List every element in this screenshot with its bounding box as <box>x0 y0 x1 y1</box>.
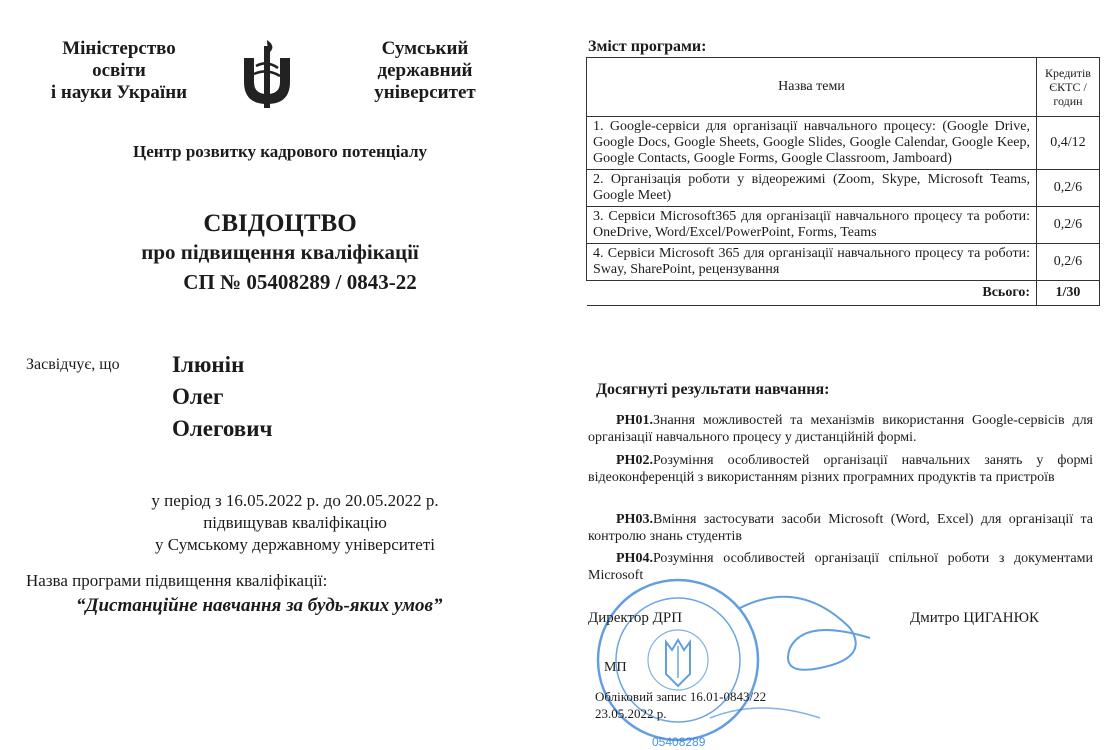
result-code: РН03. <box>616 512 653 527</box>
result-code: РН02. <box>616 453 653 468</box>
registration-date: 23.05.2022 р. <box>595 706 667 721</box>
topic-cell: 4. Сервіси Microsoft 365 для організації навчального процесу та роботи: Sway, SharePoint, рецензування <box>587 244 1037 281</box>
period-line-2: підвищував кваліфікацію <box>203 513 387 532</box>
topic-cell: 3. Сервіси Microsoft365 для організації навчального процесу та роботи: OneDrive, Word/Excel/PowerPoint, Forms, Teams <box>587 207 1037 244</box>
credits-cell: 0,2/6 <box>1037 244 1100 281</box>
result-item <box>588 452 1093 486</box>
result-item <box>588 511 1093 545</box>
total-value: 1/30 <box>1037 281 1100 306</box>
table-row <box>587 170 1100 207</box>
result-text: Розуміння особливостей організації спільної роботи з документами Microsoft <box>588 551 1093 583</box>
period-line-1: у період з 16.05.2022 р. до 20.05.2022 р. <box>151 491 439 510</box>
credits-cell: 0,4/12 <box>1037 117 1100 170</box>
certificate-title: СВІДОЦТВО <box>203 210 357 237</box>
result-text: Вміння застосувати засоби Microsoft (Word, Excel) для організації та контролю знань студентів <box>588 512 1093 544</box>
results-title: Досягнуті результати навчання: <box>596 381 830 398</box>
university-logo-icon <box>236 38 298 112</box>
program-name: “Дистанційне навчання за будь-яких умов” <box>76 595 443 616</box>
header-topic: Назва теми <box>587 58 1037 117</box>
period-line-3: у Сумському державному університеті <box>155 535 435 554</box>
total-row <box>587 281 1100 306</box>
certificate-number: СП № 05408289 / 0843-22 <box>183 270 417 294</box>
result-code: РН04. <box>616 551 653 566</box>
topics-table <box>586 57 1100 306</box>
table-row <box>587 117 1100 170</box>
registration-record <box>595 688 766 722</box>
certificate-subtitle: про підвищення кваліфікації <box>141 240 419 264</box>
director-name: Дмитро ЦИГАНЮК <box>910 610 1040 626</box>
registration-line: Обліковий запис 16.01-0843/22 <box>595 689 767 704</box>
total-label: Всього: <box>587 281 1037 306</box>
ministry-line-3: і науки України <box>50 82 188 103</box>
director-label: Директор ДРП <box>588 610 683 626</box>
result-item <box>588 412 1093 446</box>
credits-cell: 0,2/6 <box>1037 207 1100 244</box>
university-line-1: Сумський <box>381 38 469 59</box>
result-code: РН01. <box>616 413 653 428</box>
table-row <box>587 244 1100 281</box>
ministry-line-2: освіти <box>92 60 146 81</box>
attest-label: Засвідчує, що <box>26 356 120 373</box>
stamp-number: 05408289 <box>652 735 706 749</box>
surname: Ілюнін <box>172 352 245 377</box>
content-title: Зміст програми: <box>588 38 707 55</box>
training-period <box>60 490 530 556</box>
table-row <box>587 207 1100 244</box>
header-credits: Кредитів ЄКТС / годин <box>1037 58 1100 117</box>
patronymic: Олегович <box>172 416 273 441</box>
university-name <box>350 38 500 104</box>
table-header-row <box>587 58 1100 117</box>
university-stamp-icon <box>590 568 890 750</box>
topic-cell: 1. Google-сервіси для організації навчального процесу: (Google Drive, Google Docs, Google Sheets, Google Slides, Google Calendar, Google Keep, Google Contacts, Google Forms, Google Classroom, Jamboard) <box>587 117 1037 170</box>
center-name: Центр розвитку кадрового потенціалу <box>133 142 427 161</box>
ministry-line-1: Міністерство <box>62 38 176 59</box>
result-text: Розуміння особливостей організації навчальних занять у формі відеоконференцій з використанням різних програмних продуктів та пристроїв <box>588 453 1093 485</box>
result-text: Знання можливостей та механізмів використання Google-сервісів для організації навчального процесу у дистанційній формі. <box>588 413 1093 445</box>
ministry-name <box>34 38 204 104</box>
university-line-3: університет <box>374 82 476 103</box>
university-line-2: державний <box>377 60 473 81</box>
first-name: Олег <box>172 384 224 409</box>
seal-label: МП <box>604 660 627 675</box>
topic-cell: 2. Організація роботи у відеорежимі (Zoom, Skype, Microsoft Teams, Google Meet) <box>587 170 1037 207</box>
credits-cell: 0,2/6 <box>1037 170 1100 207</box>
program-label: Назва програми підвищення кваліфікації: <box>26 571 328 590</box>
